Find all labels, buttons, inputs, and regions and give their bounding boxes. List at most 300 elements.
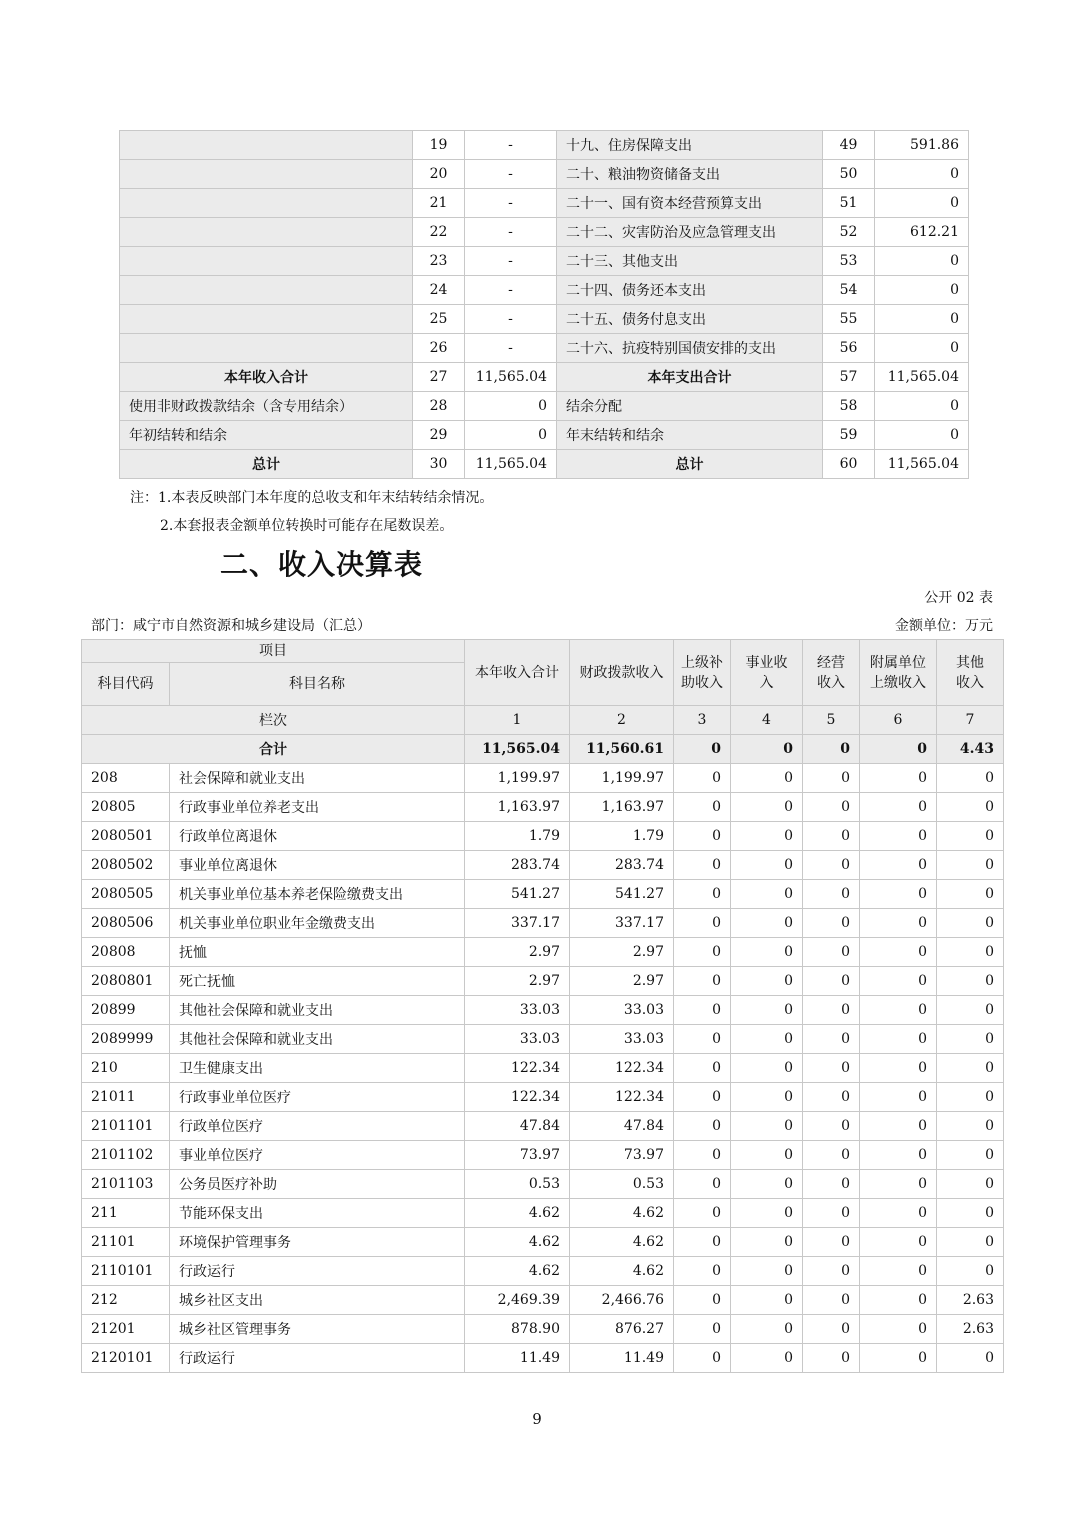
summary-income-line-no: 24: [413, 276, 465, 305]
income-value: 2.97: [570, 938, 674, 967]
income-value: 541.27: [570, 880, 674, 909]
subject-name: 死亡抚恤: [170, 967, 465, 996]
income-value: 0: [937, 1344, 1004, 1373]
income-value: 0: [731, 1257, 803, 1286]
income-value: 4.62: [570, 1228, 674, 1257]
summary-total-left-label: 年初结转和结余: [120, 421, 413, 450]
income-value: 0: [731, 1141, 803, 1170]
total-value: 0: [674, 735, 731, 764]
income-value: 2,469.39: [465, 1286, 570, 1315]
income-value: 0: [674, 1199, 731, 1228]
column-number: 1: [465, 706, 570, 735]
column-number: 3: [674, 706, 731, 735]
summary-total-left-label: 本年收入合计: [120, 363, 413, 392]
subject-name: 城乡社区支出: [170, 1286, 465, 1315]
income-value: 0: [803, 1083, 860, 1112]
total-value: 0: [803, 735, 860, 764]
income-value: 0: [803, 1170, 860, 1199]
subject-code: 21201: [82, 1315, 170, 1344]
subject-code: 2101101: [82, 1112, 170, 1141]
subject-code: 211: [82, 1199, 170, 1228]
summary-income-line-no: 20: [413, 160, 465, 189]
subject-name: 其他社会保障和就业支出: [170, 1025, 465, 1054]
income-value: 0: [937, 1054, 1004, 1083]
income-value: 0: [803, 1315, 860, 1344]
note-line-1: 注：1.本表反映部门本年度的总收支和年末结转结余情况。: [130, 490, 494, 506]
income-value: 0: [674, 938, 731, 967]
income-value: 0: [860, 1344, 937, 1373]
income-value: 0: [731, 1228, 803, 1257]
income-value: 122.34: [570, 1054, 674, 1083]
income-row: [82, 938, 1004, 967]
summary-total-row: [120, 450, 969, 479]
income-value: 1,163.97: [570, 793, 674, 822]
summary-total-expense-value: 0: [875, 392, 969, 421]
summary-total-income-value: 11,565.04: [465, 450, 557, 479]
income-row: [82, 793, 1004, 822]
income-row: [82, 1025, 1004, 1054]
summary-income-value: -: [465, 305, 557, 334]
header-c2: 财政拨款收入: [570, 640, 674, 706]
income-value: 0: [731, 996, 803, 1025]
income-row: [82, 764, 1004, 793]
summary-expense-line-no: 53: [823, 247, 875, 276]
summary-expense-line-no: 49: [823, 131, 875, 160]
summary-expense-label: 二十一、国有资本经营预算支出: [557, 189, 823, 218]
income-value: 0: [674, 1141, 731, 1170]
subject-name: 行政事业单位医疗: [170, 1083, 465, 1112]
subject-name: 行政单位医疗: [170, 1112, 465, 1141]
income-value: 0: [803, 1141, 860, 1170]
income-value: 0: [860, 967, 937, 996]
summary-income-value: -: [465, 160, 557, 189]
income-value: 0: [860, 1083, 937, 1112]
summary-total-income-line-no: 28: [413, 392, 465, 421]
income-value: 0: [860, 764, 937, 793]
summary-expense-line-no: 50: [823, 160, 875, 189]
summary-total-left-label: 使用非财政拨款结余（含专用结余）: [120, 392, 413, 421]
income-value: 0: [731, 880, 803, 909]
income-value: 0: [731, 1025, 803, 1054]
income-value: 0: [674, 909, 731, 938]
income-value: 0: [803, 1228, 860, 1257]
income-value: 0: [803, 822, 860, 851]
income-value: 2.97: [570, 967, 674, 996]
summary-expense-line-no: 56: [823, 334, 875, 363]
income-value: 0: [803, 1257, 860, 1286]
summary-expense-value: 0: [875, 334, 969, 363]
subject-name: 社会保障和就业支出: [170, 764, 465, 793]
summary-total-income-line-no: 27: [413, 363, 465, 392]
summary-expense-label: 二十二、灾害防治及应急管理支出: [557, 218, 823, 247]
income-value: 0: [731, 851, 803, 880]
income-value: 0: [731, 938, 803, 967]
header-c3: 上级补助收入: [674, 640, 731, 706]
column-number: 4: [731, 706, 803, 735]
income-row: [82, 1257, 1004, 1286]
income-value: 47.84: [570, 1112, 674, 1141]
income-value: 0: [937, 793, 1004, 822]
income-value: 0: [860, 1257, 937, 1286]
income-value: 0: [803, 938, 860, 967]
subject-code: 20899: [82, 996, 170, 1025]
summary-total-expense-line-no: 58: [823, 392, 875, 421]
subject-code: 2101102: [82, 1141, 170, 1170]
income-value: 1.79: [465, 822, 570, 851]
summary-table-body: [120, 131, 969, 479]
header-item: 项目: [82, 640, 465, 663]
income-value: 4.62: [465, 1257, 570, 1286]
income-value: 0: [731, 1286, 803, 1315]
header-c6: 附属单位上缴收入: [860, 640, 937, 706]
income-table-header: [82, 640, 1004, 764]
subject-name: 公务员医疗补助: [170, 1170, 465, 1199]
income-value: 0: [731, 1170, 803, 1199]
income-row: [82, 967, 1004, 996]
summary-row: [120, 189, 969, 218]
income-value: 0: [731, 1344, 803, 1373]
subject-code: 2080505: [82, 880, 170, 909]
header-c5: 经营收入: [803, 640, 860, 706]
income-value: 0: [803, 1112, 860, 1141]
subject-name: 节能环保支出: [170, 1199, 465, 1228]
summary-row: [120, 334, 969, 363]
income-value: 0: [860, 1228, 937, 1257]
income-value: 0: [937, 1257, 1004, 1286]
income-value: 0: [860, 996, 937, 1025]
income-value: 0: [803, 793, 860, 822]
summary-total-right-label: 结余分配: [557, 392, 823, 421]
form-number: 公开 02 表: [924, 590, 993, 606]
income-value: 11.49: [570, 1344, 674, 1373]
income-value: 0: [860, 909, 937, 938]
income-value: 0: [860, 793, 937, 822]
table-notes: [130, 484, 493, 540]
income-value: 0: [674, 764, 731, 793]
income-value: 0: [731, 1054, 803, 1083]
income-value: 0: [937, 1141, 1004, 1170]
summary-income-line-no: 23: [413, 247, 465, 276]
income-value: 0: [860, 822, 937, 851]
subject-name: 行政运行: [170, 1257, 465, 1286]
subject-name: 抚恤: [170, 938, 465, 967]
total-value: 0: [860, 735, 937, 764]
subject-code: 208: [82, 764, 170, 793]
total-value: 11,565.04: [465, 735, 570, 764]
income-value: 0: [674, 851, 731, 880]
income-value: 73.97: [465, 1141, 570, 1170]
summary-total-expense-value: 11,565.04: [875, 363, 969, 392]
subject-code: 20808: [82, 938, 170, 967]
income-value: 0: [803, 764, 860, 793]
income-value: 0: [937, 764, 1004, 793]
summary-row: [120, 131, 969, 160]
summary-income-value: -: [465, 334, 557, 363]
income-row: [82, 851, 1004, 880]
income-value: 1,199.97: [570, 764, 674, 793]
header-row: [82, 640, 1004, 663]
income-row: [82, 996, 1004, 1025]
income-value: 1.79: [570, 822, 674, 851]
income-value: 0: [803, 1286, 860, 1315]
summary-expense-label: 二十、粮油物资储备支出: [557, 160, 823, 189]
income-value: 73.97: [570, 1141, 674, 1170]
summary-total-income-value: 0: [465, 421, 557, 450]
summary-expense-label: 二十六、抗疫特别国债安排的支出: [557, 334, 823, 363]
income-value: 0: [937, 1199, 1004, 1228]
summary-blank-cell: [120, 276, 413, 305]
income-value: 4.62: [465, 1228, 570, 1257]
summary-expense-value: 0: [875, 189, 969, 218]
income-value: 0: [731, 1112, 803, 1141]
subject-name: 行政事业单位养老支出: [170, 793, 465, 822]
income-value: 2.63: [937, 1286, 1004, 1315]
subject-name: 其他社会保障和就业支出: [170, 996, 465, 1025]
summary-income-value: -: [465, 276, 557, 305]
subject-name: 环境保护管理事务: [170, 1228, 465, 1257]
department-label: 部门：咸宁市自然资源和城乡建设局（汇总）: [91, 618, 371, 634]
income-value: 0: [937, 822, 1004, 851]
income-value: 0: [937, 996, 1004, 1025]
subject-name: 行政单位离退休: [170, 822, 465, 851]
income-value: 0: [803, 1199, 860, 1228]
income-row: [82, 1054, 1004, 1083]
summary-total-right-label: 本年支出合计: [557, 363, 823, 392]
income-row: [82, 1286, 1004, 1315]
summary-expense-line-no: 52: [823, 218, 875, 247]
income-value: 0: [731, 1315, 803, 1344]
income-row: [82, 1344, 1004, 1373]
income-value: 0: [937, 938, 1004, 967]
summary-total-expense-line-no: 57: [823, 363, 875, 392]
income-value: 0: [860, 938, 937, 967]
income-value: 0: [674, 880, 731, 909]
summary-total-income-line-no: 30: [413, 450, 465, 479]
column-number-row: [82, 706, 1004, 735]
income-row: [82, 1141, 1004, 1170]
subject-code: 2101103: [82, 1170, 170, 1199]
subject-code: 20805: [82, 793, 170, 822]
summary-expense-value: 591.86: [875, 131, 969, 160]
income-value: 0: [803, 909, 860, 938]
income-value: 0: [674, 1344, 731, 1373]
income-value: 0: [937, 1228, 1004, 1257]
income-value: 2.63: [937, 1315, 1004, 1344]
subject-name: 城乡社区管理事务: [170, 1315, 465, 1344]
total-label: 合计: [82, 735, 465, 764]
income-value: 122.34: [465, 1083, 570, 1112]
header-name: 科目名称: [170, 663, 465, 706]
income-value: 0: [860, 1054, 937, 1083]
income-value: 0: [674, 1054, 731, 1083]
summary-income-value: -: [465, 131, 557, 160]
subject-code: 210: [82, 1054, 170, 1083]
income-value: 0: [674, 1025, 731, 1054]
income-value: 47.84: [465, 1112, 570, 1141]
income-value: 337.17: [570, 909, 674, 938]
income-row: [82, 1199, 1004, 1228]
income-value: 0: [803, 996, 860, 1025]
page-number: 9: [532, 1410, 542, 1428]
income-value: 0: [731, 1199, 803, 1228]
income-value: 0: [674, 1257, 731, 1286]
income-value: 11.49: [465, 1344, 570, 1373]
column-number: 5: [803, 706, 860, 735]
income-value: 4.62: [465, 1199, 570, 1228]
income-value: 283.74: [465, 851, 570, 880]
income-value: 1,199.97: [465, 764, 570, 793]
income-value: 0: [674, 996, 731, 1025]
summary-total-row: [120, 392, 969, 421]
column-number-label: 栏次: [82, 706, 465, 735]
income-table: [81, 639, 1004, 1373]
income-value: 541.27: [465, 880, 570, 909]
income-value: 0: [937, 1025, 1004, 1054]
income-value: 0: [731, 1083, 803, 1112]
income-value: 0: [731, 909, 803, 938]
income-row: [82, 1315, 1004, 1344]
summary-row: [120, 305, 969, 334]
total-value: 0: [731, 735, 803, 764]
income-value: 0: [937, 880, 1004, 909]
summary-total-left-label: 总计: [120, 450, 413, 479]
section-title: 二、收入决算表: [220, 548, 424, 581]
total-value: 11,560.61: [570, 735, 674, 764]
subject-name: 事业单位医疗: [170, 1141, 465, 1170]
income-value: 283.74: [570, 851, 674, 880]
income-value: 122.34: [465, 1054, 570, 1083]
subject-name: 事业单位离退休: [170, 851, 465, 880]
income-value: 0: [674, 1286, 731, 1315]
subject-code: 2080502: [82, 851, 170, 880]
summary-total-row: [120, 363, 969, 392]
summary-income-line-no: 21: [413, 189, 465, 218]
income-value: 2,466.76: [570, 1286, 674, 1315]
subject-code: 21011: [82, 1083, 170, 1112]
summary-expense-line-no: 54: [823, 276, 875, 305]
income-value: 0: [803, 967, 860, 996]
summary-total-expense-value: 0: [875, 421, 969, 450]
subject-code: 2120101: [82, 1344, 170, 1373]
subject-name: 卫生健康支出: [170, 1054, 465, 1083]
summary-total-expense-line-no: 60: [823, 450, 875, 479]
column-number: 2: [570, 706, 674, 735]
summary-blank-cell: [120, 247, 413, 276]
summary-income-value: -: [465, 189, 557, 218]
summary-total-income-value: 11,565.04: [465, 363, 557, 392]
subject-code: 2080501: [82, 822, 170, 851]
income-row: [82, 909, 1004, 938]
summary-income-line-no: 19: [413, 131, 465, 160]
income-value: 0: [803, 1344, 860, 1373]
subject-code: 2080506: [82, 909, 170, 938]
income-value: 0: [674, 967, 731, 996]
subject-code: 2080801: [82, 967, 170, 996]
summary-income-value: -: [465, 218, 557, 247]
income-value: 33.03: [570, 1025, 674, 1054]
subject-code: 21101: [82, 1228, 170, 1257]
income-value: 0: [731, 764, 803, 793]
income-value: 0: [860, 880, 937, 909]
income-value: 0: [937, 1170, 1004, 1199]
income-value: 0: [674, 1112, 731, 1141]
income-value: 0.53: [465, 1170, 570, 1199]
income-value: 0: [803, 880, 860, 909]
income-value: 0: [937, 967, 1004, 996]
income-value: 0: [731, 822, 803, 851]
summary-expense-label: 二十五、债务付息支出: [557, 305, 823, 334]
summary-expense-value: 612.21: [875, 218, 969, 247]
income-row: [82, 822, 1004, 851]
income-value: 878.90: [465, 1315, 570, 1344]
summary-row: [120, 247, 969, 276]
header-c1: 本年收入合计: [465, 640, 570, 706]
income-value: 0: [937, 909, 1004, 938]
summary-total-right-label: 年末结转和结余: [557, 421, 823, 450]
note-line-2: 2.本套报表金额单位转换时可能存在尾数误差。: [160, 518, 454, 534]
income-value: 0: [937, 851, 1004, 880]
summary-expense-value: 0: [875, 160, 969, 189]
summary-income-value: -: [465, 247, 557, 276]
income-value: 2.97: [465, 967, 570, 996]
summary-blank-cell: [120, 189, 413, 218]
income-value: 33.03: [465, 996, 570, 1025]
income-value: 0: [860, 1199, 937, 1228]
income-value: 1,163.97: [465, 793, 570, 822]
income-value: 0: [803, 1054, 860, 1083]
income-value: 0: [937, 1112, 1004, 1141]
summary-expense-line-no: 55: [823, 305, 875, 334]
subject-code: 2110101: [82, 1257, 170, 1286]
summary-expense-label: 二十四、债务还本支出: [557, 276, 823, 305]
income-value: 0: [860, 1141, 937, 1170]
income-value: 4.62: [570, 1257, 674, 1286]
income-value: 876.27: [570, 1315, 674, 1344]
summary-row: [120, 218, 969, 247]
income-value: 0: [860, 1286, 937, 1315]
column-number: 7: [937, 706, 1004, 735]
summary-blank-cell: [120, 131, 413, 160]
income-row: [82, 880, 1004, 909]
header-c4: 事业收入: [731, 640, 803, 706]
income-row: [82, 1228, 1004, 1257]
income-value: 0: [803, 1025, 860, 1054]
income-value: 0: [674, 1170, 731, 1199]
income-value: 122.34: [570, 1083, 674, 1112]
subject-code: 212: [82, 1286, 170, 1315]
income-value: 0: [803, 851, 860, 880]
summary-expense-value: 0: [875, 247, 969, 276]
summary-income-line-no: 26: [413, 334, 465, 363]
summary-expense-value: 0: [875, 276, 969, 305]
income-value: 0: [860, 1315, 937, 1344]
summary-total-expense-value: 11,565.04: [875, 450, 969, 479]
income-value: 2.97: [465, 938, 570, 967]
summary-total-income-line-no: 29: [413, 421, 465, 450]
summary-total-income-value: 0: [465, 392, 557, 421]
header-code: 科目代码: [82, 663, 170, 706]
summary-blank-cell: [120, 305, 413, 334]
subject-name: 行政运行: [170, 1344, 465, 1373]
income-table-body: [82, 764, 1004, 1373]
summary-total-expense-line-no: 59: [823, 421, 875, 450]
summary-total-row: [120, 421, 969, 450]
income-value: 0: [674, 1228, 731, 1257]
summary-expense-line-no: 51: [823, 189, 875, 218]
income-value: 0: [674, 822, 731, 851]
summary-total-right-label: 总计: [557, 450, 823, 479]
income-value: 0: [674, 793, 731, 822]
